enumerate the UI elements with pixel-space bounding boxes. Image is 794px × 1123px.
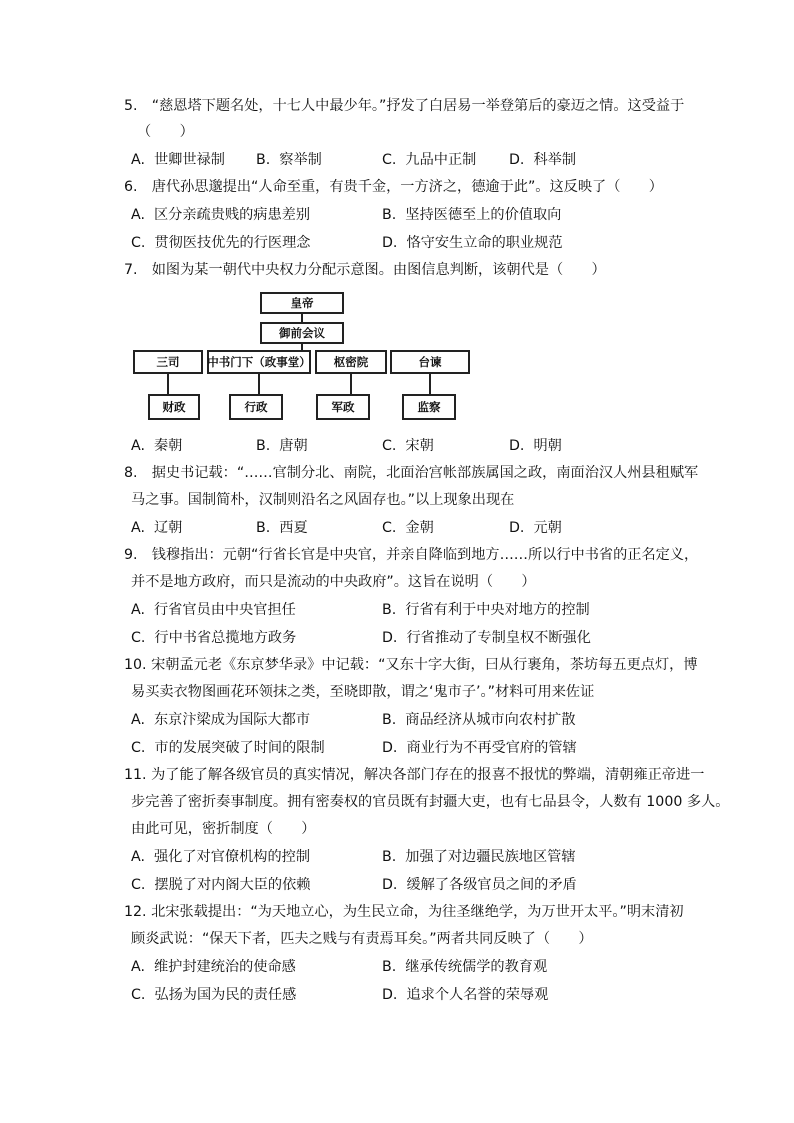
diagram-function-finance: 财政 <box>148 394 200 420</box>
diagram-dept-taijian: 台谏 <box>390 350 470 374</box>
q10-option-c: C. 市的发展突破了时间的限制 <box>131 740 325 756</box>
q6-option-b: B. 坚持医德至上的价值取向 <box>382 207 562 223</box>
q9-option-d: D. 行省推动了专制皇权不断强化 <box>382 630 591 646</box>
q5-option-d: D. 科举制 <box>509 152 577 168</box>
diagram-function-military: 军政 <box>316 394 370 420</box>
q8-stem-line2: 马之事。国制简朴，汉制则沿名之风固存也。”以上现象出现在 <box>131 492 515 508</box>
q11-option-d: D. 缓解了各级官员之间的矛盾 <box>382 877 577 893</box>
q10-option-b: B. 商品经济从城市向农村扩散 <box>382 712 576 728</box>
q8-option-a: A. 辽朝 <box>131 520 183 536</box>
q12-option-b: B. 继承传统儒学的教育观 <box>382 959 548 975</box>
q7-option-a: A. 秦朝 <box>131 438 183 454</box>
q5-stem-line1: 5. “慈恩塔下题名处，十七人中最少年。”抒发了白居易一举登第后的豪迈之情。这受益于 <box>124 98 685 114</box>
q9-option-c: C. 行中书省总揽地方政务 <box>131 630 297 646</box>
q11-stem-line1: 11. 为了能了解各级官员的真实情况，解决各部门存在的报喜不报忧的弊端，清朝雍正帝进一 <box>124 767 705 783</box>
q9-stem-line1: 9. 钱穆指出：元朝“行省长官是中央官，并亲自降临到地方……所以行中书省的正名定义， <box>124 547 699 563</box>
q10-stem-line1: 10. 宋朝孟元老《东京梦华录》中记载：“又东十字大街，曰从行裹角，茶坊每五更点灯，博 <box>124 657 698 673</box>
q7-option-c: C. 宋朝 <box>382 438 434 454</box>
q9-option-b: B. 行省有利于中央对地方的控制 <box>382 602 590 618</box>
q7-stem-line1: 7. 如图为某一朝代中央权力分配示意图。由图信息判断，该朝代是（ ） <box>124 262 606 278</box>
diagram-dept-sansi: 三司 <box>133 350 203 374</box>
q10-stem-line2: 易买卖衣物图画花环领抹之类，至晓即散，谓之‘鬼市子’。”材料可用来佐证 <box>131 684 595 700</box>
q5-option-b: B. 察举制 <box>256 152 322 168</box>
q11-stem-line2: 步完善了密折奏事制度。拥有密奏权的官员既有封疆大吏，也有七品县令，人数有 1000 多人。 <box>131 794 730 810</box>
q9-option-a: A. 行省官员由中央官担任 <box>131 602 296 618</box>
diagram-connector <box>258 374 260 394</box>
q12-option-d: D. 追求个人名誉的荣辱观 <box>382 987 549 1003</box>
q12-stem-line1: 12. 北宋张载提出：“为天地立心，为生民立命，为往圣继绝学，为万世开太平。”明末清初 <box>124 904 684 920</box>
diagram-function-administration: 行政 <box>229 394 283 420</box>
q8-option-b: B. 西夏 <box>256 520 308 536</box>
q10-option-a: A. 东京汴梁成为国际大都市 <box>131 712 311 728</box>
q6-option-d: D. 恪守安生立命的职业规范 <box>382 235 563 251</box>
q7-option-b: B. 唐朝 <box>256 438 308 454</box>
q5-option-a: A. 世卿世禄制 <box>131 152 225 168</box>
q6-option-a: A. 区分亲疏贵贱的病患差别 <box>131 207 311 223</box>
diagram-connector <box>301 314 303 322</box>
q9-stem-line2: 并不是地方政府，而只是流动的中央政府”。这旨在说明（ ） <box>131 574 536 590</box>
diagram-dept-shumiyuan: 枢密院 <box>315 350 387 374</box>
q5-option-c: C. 九品中正制 <box>382 152 477 168</box>
q8-stem-line1: 8. 据史书记载：“……官制分北、南院，北面治宫帐部族属国之政，南面治汉人州县租赋军 <box>124 465 699 481</box>
q10-option-d: D. 商业行为不再受官府的管辖 <box>382 740 577 756</box>
q12-option-c: C. 弘扬为国为民的责任感 <box>131 987 297 1003</box>
q8-option-d: D. 元朝 <box>509 520 562 536</box>
q5-stem-line2: （ ） <box>137 124 194 140</box>
diagram-dept-zhongshumenxia: 中书门下（政事堂） <box>207 350 311 374</box>
q12-option-a: A. 维护封建统治的使命感 <box>131 959 296 975</box>
diagram-connector <box>350 374 352 394</box>
q11-stem-line3: 由此可见，密折制度（ ） <box>131 821 316 837</box>
diagram-function-supervision: 监察 <box>402 394 456 420</box>
diagram-council-box: 御前会议 <box>260 322 344 344</box>
q11-option-c: C. 摆脱了对内阁大臣的依赖 <box>131 877 311 893</box>
diagram-connector <box>167 374 169 394</box>
q7-option-d: D. 明朝 <box>509 438 562 454</box>
q11-option-b: B. 加强了对边疆民族地区管辖 <box>382 849 576 865</box>
diagram-connector <box>429 374 431 394</box>
q11-option-a: A. 强化了对官僚机构的控制 <box>131 849 311 865</box>
q8-option-c: C. 金朝 <box>382 520 434 536</box>
diagram-emperor-box: 皇帝 <box>260 292 344 314</box>
q12-stem-line2: 顾炎武说：“保天下者，匹夫之贱与有责焉耳矣。”两者共同反映了（ ） <box>131 931 593 947</box>
q6-stem-line1: 6. 唐代孙思邈提出“人命至重，有贵千金，一方济之，德逾于此”。这反映了（ ） <box>124 179 663 195</box>
q6-option-c: C. 贯彻医技优先的行医理念 <box>131 235 311 251</box>
